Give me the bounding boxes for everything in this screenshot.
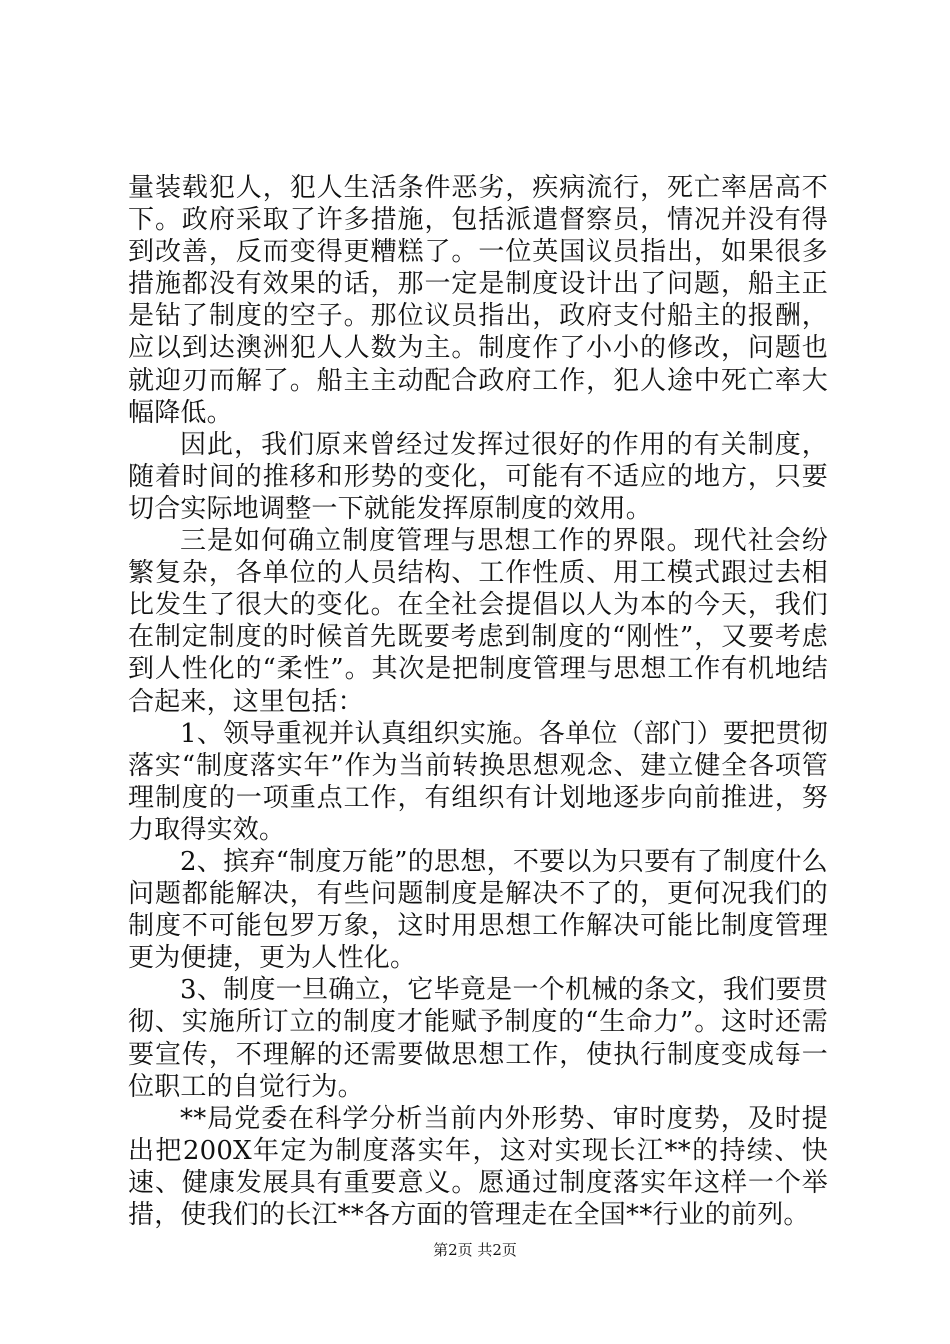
paragraph-3: 三是如何确立制度管理与思想工作的界限。现代社会纷繁复杂，各单位的人员结构、工作性质、用工模式跟过去相比发生了很大的变化。在全社会提倡以人为本的今天，我们在制定制度的时候首先既要考虑到制度的“刚性”，又要考虑到人性化的“柔性”。其次是把制度管理与思想工作有机地结合起来，这里包括： bbox=[128, 526, 828, 717]
paragraph-7: **局党委在科学分析当前内外形势、审时度势，及时提出把200X年定为制度落实年，这对实现长江**的持续、快速、健康发展具有重要意义。愿通过制度落实年这样一个举措，使我们的长江**各方面的管理走在全国**行业的前列。 bbox=[128, 1103, 828, 1230]
paragraph-6: 3、制度一旦确立，它毕竟是一个机械的条文，我们要贯彻、实施所订立的制度才能赋予制度的“生命力”。这时还需要宣传，不理解的还需要做思想工作，使执行制度变成每一位职工的自觉行为。 bbox=[128, 975, 828, 1102]
paragraph-1: 量装载犯人，犯人生活条件恶劣，疾病流行，死亡率居高不下。政府采取了许多措施，包括派遣督察员，情况并没有得到改善，反而变得更糟糕了。一位英国议员指出，如果很多措施都没有效果的话，那一定是制度设计出了问题，船主正是钻了制度的空子。那位议员指出，政府支付船主的报酬，应以到达澳洲犯人人数为主。制度作了小小的修改，问题也就迎刃而解了。船主主动配合政府工作，犯人途中死亡率大幅降低。 bbox=[128, 173, 828, 428]
document-body bbox=[128, 172, 828, 1231]
paragraph-2: 因此，我们原来曾经过发挥过很好的作用的有关制度，随着时间的推移和形势的变化，可能有不适应的地方，只要切合实际地调整一下就能发挥原制度的效用。 bbox=[128, 429, 828, 524]
page-footer: 第2页 共2页 bbox=[433, 1241, 517, 1259]
paragraph-5: 2、摈弃“制度万能”的思想，不要以为只要有了制度什么问题都能解决，有些问题制度是解决不了的，更何况我们的制度不可能包罗万象，这时用思想工作解决可能比制度管理更为便捷，更为人性化。 bbox=[128, 846, 828, 974]
paragraph-4: 1、领导重视并认真组织实施。各单位（部门）要把贯彻落实“制度落实年”作为当前转换思想观念、建立健全各项管理制度的一项重点工作，有组织有计划地逐步向前推进，努力取得实效。 bbox=[128, 718, 828, 845]
